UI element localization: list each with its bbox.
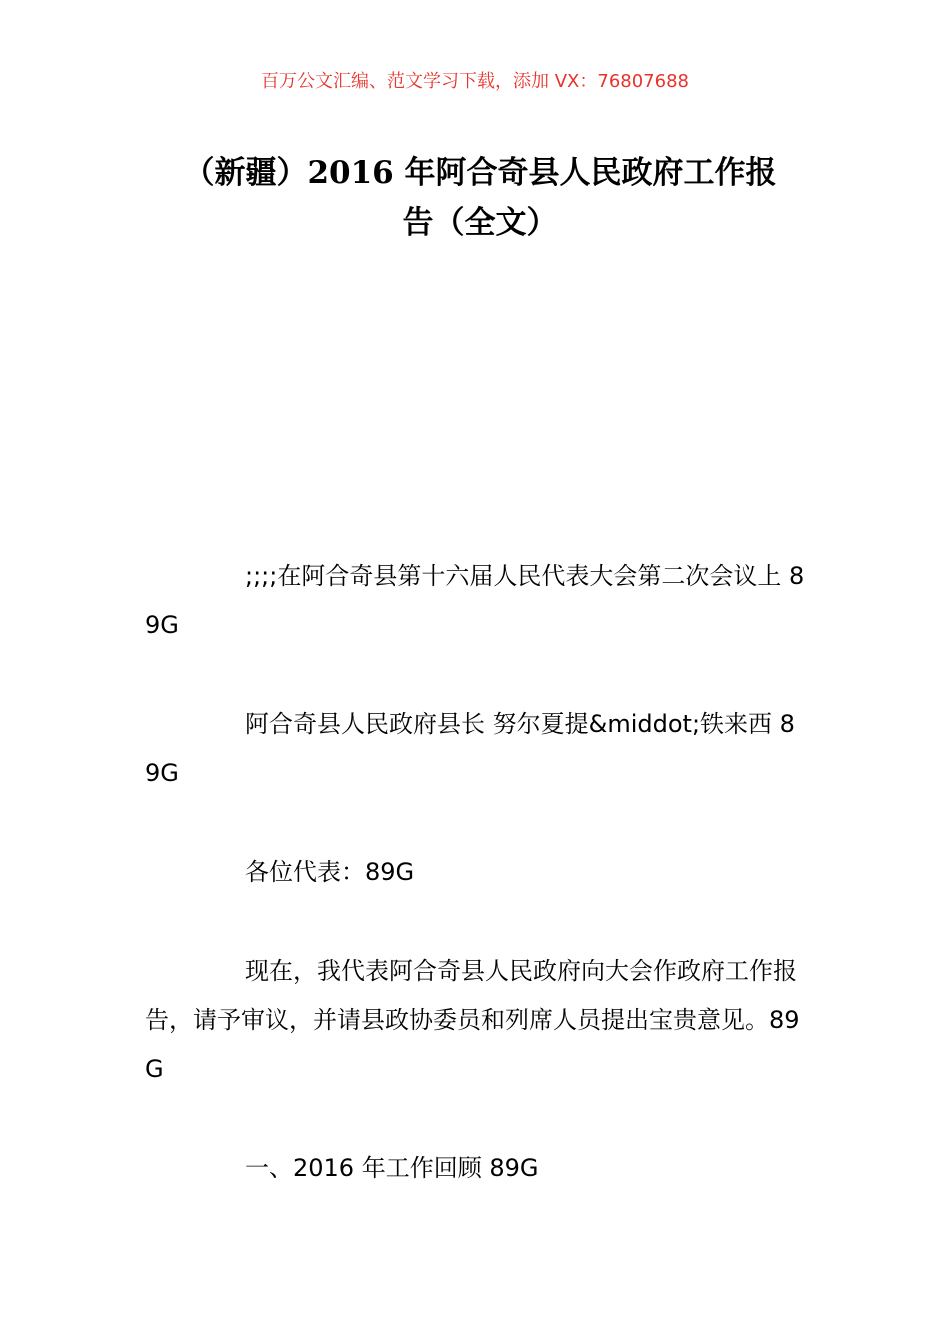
- title-line-1: （新疆）2016 年阿合奇县人民政府工作报: [183, 155, 777, 191]
- header-note: 百万公文汇编、范文学习下载，添加 VX：76807688: [261, 71, 689, 92]
- paragraph-speaker: 阿合奇县人民政府县长 努尔夏提&middot;铁来西 89G: [145, 710, 795, 787]
- title-line-2: 告（全文）: [402, 205, 558, 241]
- document-body: [145, 552, 810, 1243]
- paragraph-greeting: 各位代表：89G: [245, 858, 415, 886]
- paragraph-meeting: ;;;;在阿合奇县第十六届人民代表大会第二次会议上 89G: [145, 562, 805, 639]
- paragraph-intro: 现在，我代表阿合奇县人民政府向大会作政府工作报告，请予审议，并请县政协委员和列席人员提出宝贵意见。89G: [145, 957, 800, 1083]
- document-title: [150, 148, 810, 248]
- section-heading: 一、2016 年工作回顾 89G: [245, 1154, 539, 1182]
